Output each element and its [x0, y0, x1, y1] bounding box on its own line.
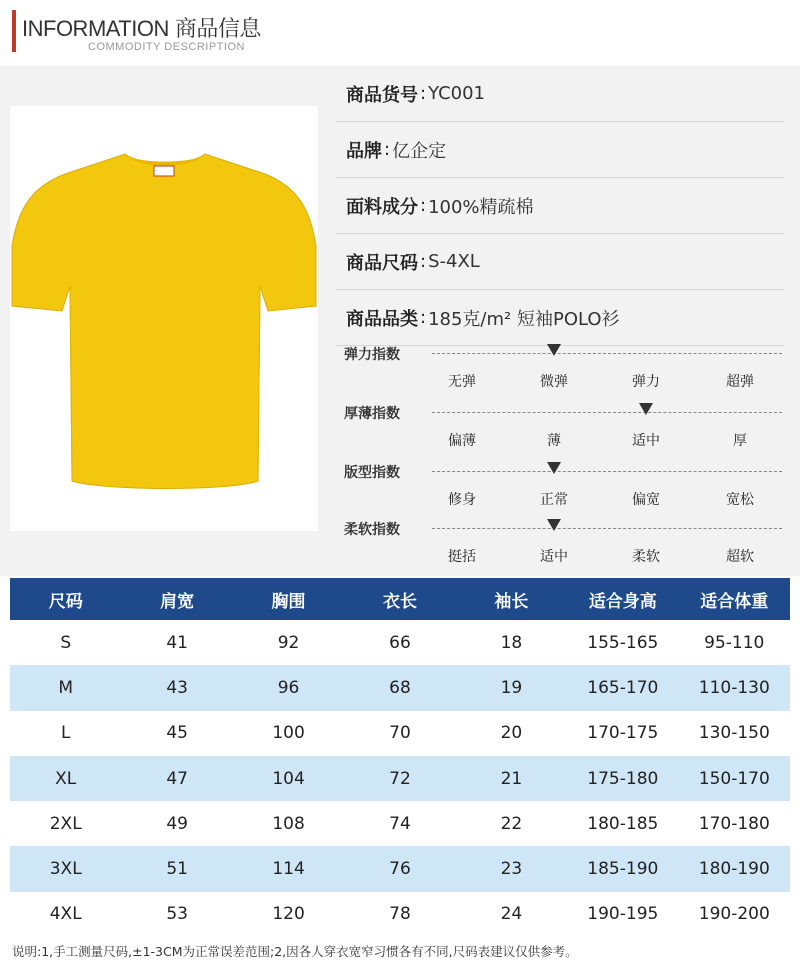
table-cell: XL [10, 756, 121, 801]
scale-softness [344, 519, 784, 577]
size-table [10, 578, 790, 937]
tshirt-body [12, 154, 316, 489]
table-cell: 150-170 [679, 756, 790, 801]
table-cell: 23 [456, 846, 567, 891]
table-cell: 95-110 [704, 632, 765, 653]
table-cell: 170-180 [698, 813, 770, 834]
table-cell: 4XL [49, 904, 82, 925]
table-cell: 18 [500, 632, 523, 653]
table-cell: M [10, 665, 121, 710]
table-cell: 76 [344, 846, 455, 891]
table-cell: 190-200 [698, 904, 770, 925]
scale-line [432, 528, 782, 529]
scale-marker-icon [547, 344, 561, 356]
table-cell: 120 [272, 904, 305, 925]
info-label: 商品品类 [346, 308, 418, 330]
table-cell: 66 [389, 632, 411, 653]
info-label: 商品货号 [346, 84, 418, 106]
product-panel [0, 66, 800, 576]
table-cell: S [60, 632, 72, 653]
yellow-tshirt-image [10, 106, 318, 531]
scale-marker-icon [547, 519, 561, 531]
table-cell: 43 [121, 665, 232, 710]
info-row-fabric [336, 178, 784, 234]
table-cell: L [60, 723, 71, 744]
table-cell: 175-180 [567, 756, 678, 801]
table-cell: 22 [500, 813, 523, 834]
table-row [10, 620, 790, 665]
table-row [10, 892, 790, 937]
info-value: S-4XL [428, 251, 480, 272]
scale-option: 超弹 [726, 374, 754, 390]
product-image [10, 106, 318, 531]
table-cell: 51 [121, 846, 232, 891]
table-cell: 165-170 [567, 665, 678, 710]
scale-option: 偏薄 [448, 433, 476, 449]
column-header: 衣长 [344, 578, 455, 620]
info-label: 面料成分 [346, 196, 418, 218]
table-cell: 170-175 [587, 723, 659, 744]
info-separator: : [420, 251, 427, 272]
info-separator: : [420, 195, 427, 216]
table-cell: 20 [500, 723, 523, 744]
scale-label: 厚薄指数 [344, 406, 400, 422]
info-row-item-no [336, 66, 784, 122]
scale-line [432, 471, 782, 472]
scale-option: 挺括 [448, 549, 476, 565]
section-title [22, 12, 261, 43]
table-cell: 70 [389, 723, 411, 744]
scale-option: 弹力 [632, 374, 660, 390]
section-header [0, 0, 800, 66]
scale-option: 适中 [632, 433, 660, 449]
table-cell: 92 [277, 632, 300, 653]
table-cell: 108 [272, 813, 305, 834]
scale-option: 超软 [726, 549, 754, 565]
section-title-en: INFORMATION [22, 16, 169, 41]
scale-option: 适中 [540, 549, 568, 565]
column-header: 尺码 [10, 578, 121, 620]
size-note: 说明:1,手工测量尺码,±1-3CM为正常误差范围;2,因各人穿衣宽窄习惯各有不同,尺码表建议仅供参考。 [12, 944, 578, 959]
table-cell: 180-185 [587, 813, 659, 834]
table-cell: 78 [389, 904, 411, 925]
scale-line [432, 353, 782, 354]
table-row [10, 665, 790, 710]
info-separator: : [384, 139, 391, 160]
table-cell: 180-190 [679, 846, 790, 891]
scale-marker-icon [547, 462, 561, 474]
table-cell: 114 [233, 846, 344, 891]
info-separator: : [420, 83, 427, 104]
table-cell: 19 [456, 665, 567, 710]
scale-elasticity [344, 344, 784, 402]
info-value: 185克/m² 短袖POLO衫 [428, 308, 620, 330]
table-cell: 155-165 [587, 632, 659, 653]
info-row-size [336, 234, 784, 290]
info-label: 品牌 [346, 140, 382, 162]
header-accent-bar [12, 10, 16, 52]
info-separator: : [420, 307, 427, 328]
info-value: 亿企定 [392, 140, 447, 162]
table-row [10, 756, 790, 801]
scale-option: 柔软 [632, 549, 660, 565]
tshirt-tag [154, 166, 174, 176]
column-header: 适合身高 [567, 578, 678, 620]
scale-label: 版型指数 [344, 465, 400, 481]
info-row-brand [336, 122, 784, 178]
table-cell: 74 [389, 813, 411, 834]
table-cell: 45 [166, 723, 188, 744]
scale-option: 偏宽 [632, 492, 660, 508]
table-cell: 53 [166, 904, 188, 925]
info-value: YC001 [428, 83, 486, 104]
scale-option: 宽松 [726, 492, 754, 508]
scale-option: 正常 [540, 492, 568, 508]
column-header: 肩宽 [121, 578, 232, 620]
table-cell: 185-190 [567, 846, 678, 891]
scale-fit [344, 462, 784, 520]
scale-label: 柔软指数 [344, 522, 400, 538]
table-cell: 130-150 [698, 723, 770, 744]
scale-option: 微弹 [540, 374, 568, 390]
table-cell: 49 [166, 813, 188, 834]
info-row-category [336, 290, 784, 346]
column-header: 袖长 [456, 578, 567, 620]
table-cell: 68 [344, 665, 455, 710]
size-table-header [10, 578, 790, 620]
table-cell: 47 [121, 756, 232, 801]
table-cell: 21 [456, 756, 567, 801]
table-cell: 3XL [10, 846, 121, 891]
table-cell: 96 [233, 665, 344, 710]
table-cell: 41 [166, 632, 188, 653]
info-value: 100%精疏棉 [428, 196, 534, 218]
scale-line [432, 412, 782, 413]
column-header: 适合体重 [679, 578, 790, 620]
table-cell: 104 [233, 756, 344, 801]
info-label: 商品尺码 [346, 252, 418, 274]
scale-option: 无弹 [448, 374, 476, 390]
table-cell: 110-130 [679, 665, 790, 710]
table-cell: 24 [500, 904, 523, 925]
table-cell: 72 [344, 756, 455, 801]
scale-marker-icon [639, 403, 653, 415]
table-row [10, 846, 790, 891]
column-header: 胸围 [233, 578, 344, 620]
table-row [10, 711, 790, 756]
table-cell: 2XL [49, 813, 82, 834]
scale-option: 厚 [733, 433, 747, 449]
table-row [10, 801, 790, 846]
scale-thickness [344, 403, 784, 461]
table-cell: 190-195 [587, 904, 659, 925]
scale-option: 修身 [448, 492, 476, 508]
table-cell: 100 [272, 723, 305, 744]
section-subtitle: COMMODITY DESCRIPTION [88, 41, 245, 53]
scale-option: 薄 [547, 433, 561, 449]
scale-label: 弹力指数 [344, 347, 400, 363]
section-title-cn: 商品信息 [174, 17, 261, 42]
